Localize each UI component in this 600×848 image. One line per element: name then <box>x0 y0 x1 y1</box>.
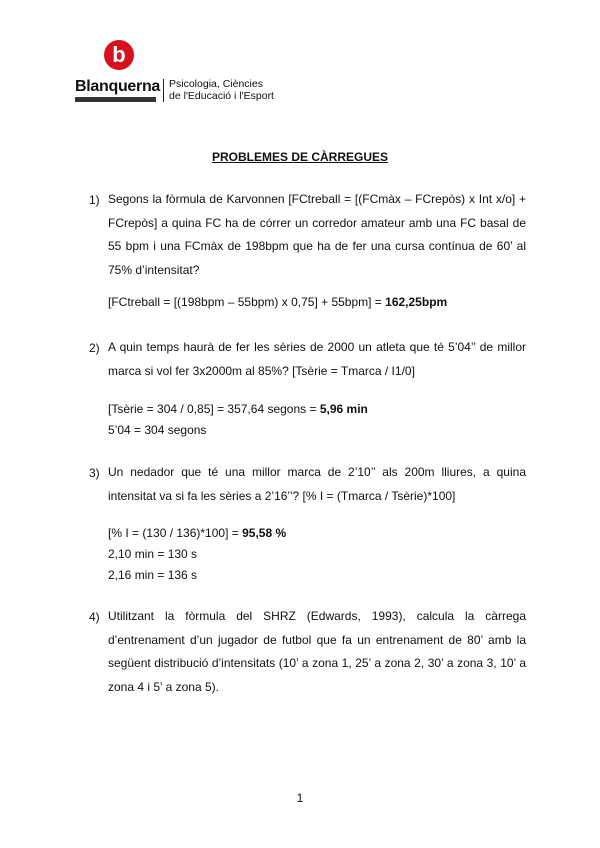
page-title: PROBLEMES DE CÀRREGUES <box>211 150 389 164</box>
faculty-line-1: Psicologia, Ciències <box>169 78 263 90</box>
problem-text: Un nedador que té una millor marca de 2’10’’ als 200m lliures, a quina intensitat va si fa les sèries a 2’16’’? [% I = (Tmarca / Tsèrie)*100] <box>108 465 526 503</box>
problem-number: 4) <box>89 610 100 624</box>
problem-text: Segons la fòrmula de Karvonnen [FCtreball = [(FCmàx – FCrepòs) x Int x/o] + FCrepòs] a quina FC ha de córrer un corredor amateur amb una FC basal de 55 bpm i una FCmàx de 198bpm que ha de fer una cursa contínua de 60’ al 75% d’intensitat? <box>108 192 526 277</box>
blanquerna-logo-icon <box>104 40 134 70</box>
problem-answer <box>108 292 447 313</box>
problem-number: 3) <box>89 466 100 480</box>
page-number: 1 <box>296 791 304 805</box>
brand-name: Blanquerna <box>75 78 161 95</box>
answer-note: 2,16 min = 136 s <box>108 568 198 582</box>
answer-formula: [% I = (130 / 136)*100] = <box>108 526 243 540</box>
answer-formula: [FCtreball = [(198bpm – 55bpm) x 0,75] + 55bpm] = <box>108 295 386 309</box>
problem-text: A quin temps haurà de fer les sèries de 2000 un atleta que té 5’04’’ de millor marca si vol fer 3x2000m al 85%? [Tsèrie = Tmarca / I1/0] <box>108 340 526 378</box>
header-divider <box>163 79 164 102</box>
answer-result: 95,58 % <box>242 526 287 540</box>
answer-result: 162,25bpm <box>385 295 448 309</box>
answer-note: 2,10 min = 130 s <box>108 547 198 561</box>
faculty-line-2: de l'Educació i l'Esport <box>169 90 274 102</box>
problem-number: 1) <box>89 193 100 207</box>
answer-formula: [Tsèrie = 304 / 0,85] = 357,64 segons = <box>108 402 320 416</box>
faculty-name <box>169 78 274 102</box>
logo-letter: b <box>112 42 126 67</box>
problem-answer <box>108 523 286 544</box>
problem-number: 2) <box>89 341 100 355</box>
answer-note: 5’04 = 304 segons <box>108 423 207 437</box>
answer-result: 5,96 min <box>319 402 368 416</box>
brand-underline-bar <box>75 97 156 102</box>
problem-text: Utilitzant la fòrmula del SHRZ (Edwards, 1993), calcula la càrrega d’entrenament d’un jugador de futbol que fa un entrenament de 80’ amb la següent distribució d’intensitats (10’ a zona 1, 25’ a zona 2, 30’ a zona 3, 10’ a zona 4 i 5’ a zona 5). <box>108 609 526 694</box>
problem-answer <box>108 399 368 420</box>
